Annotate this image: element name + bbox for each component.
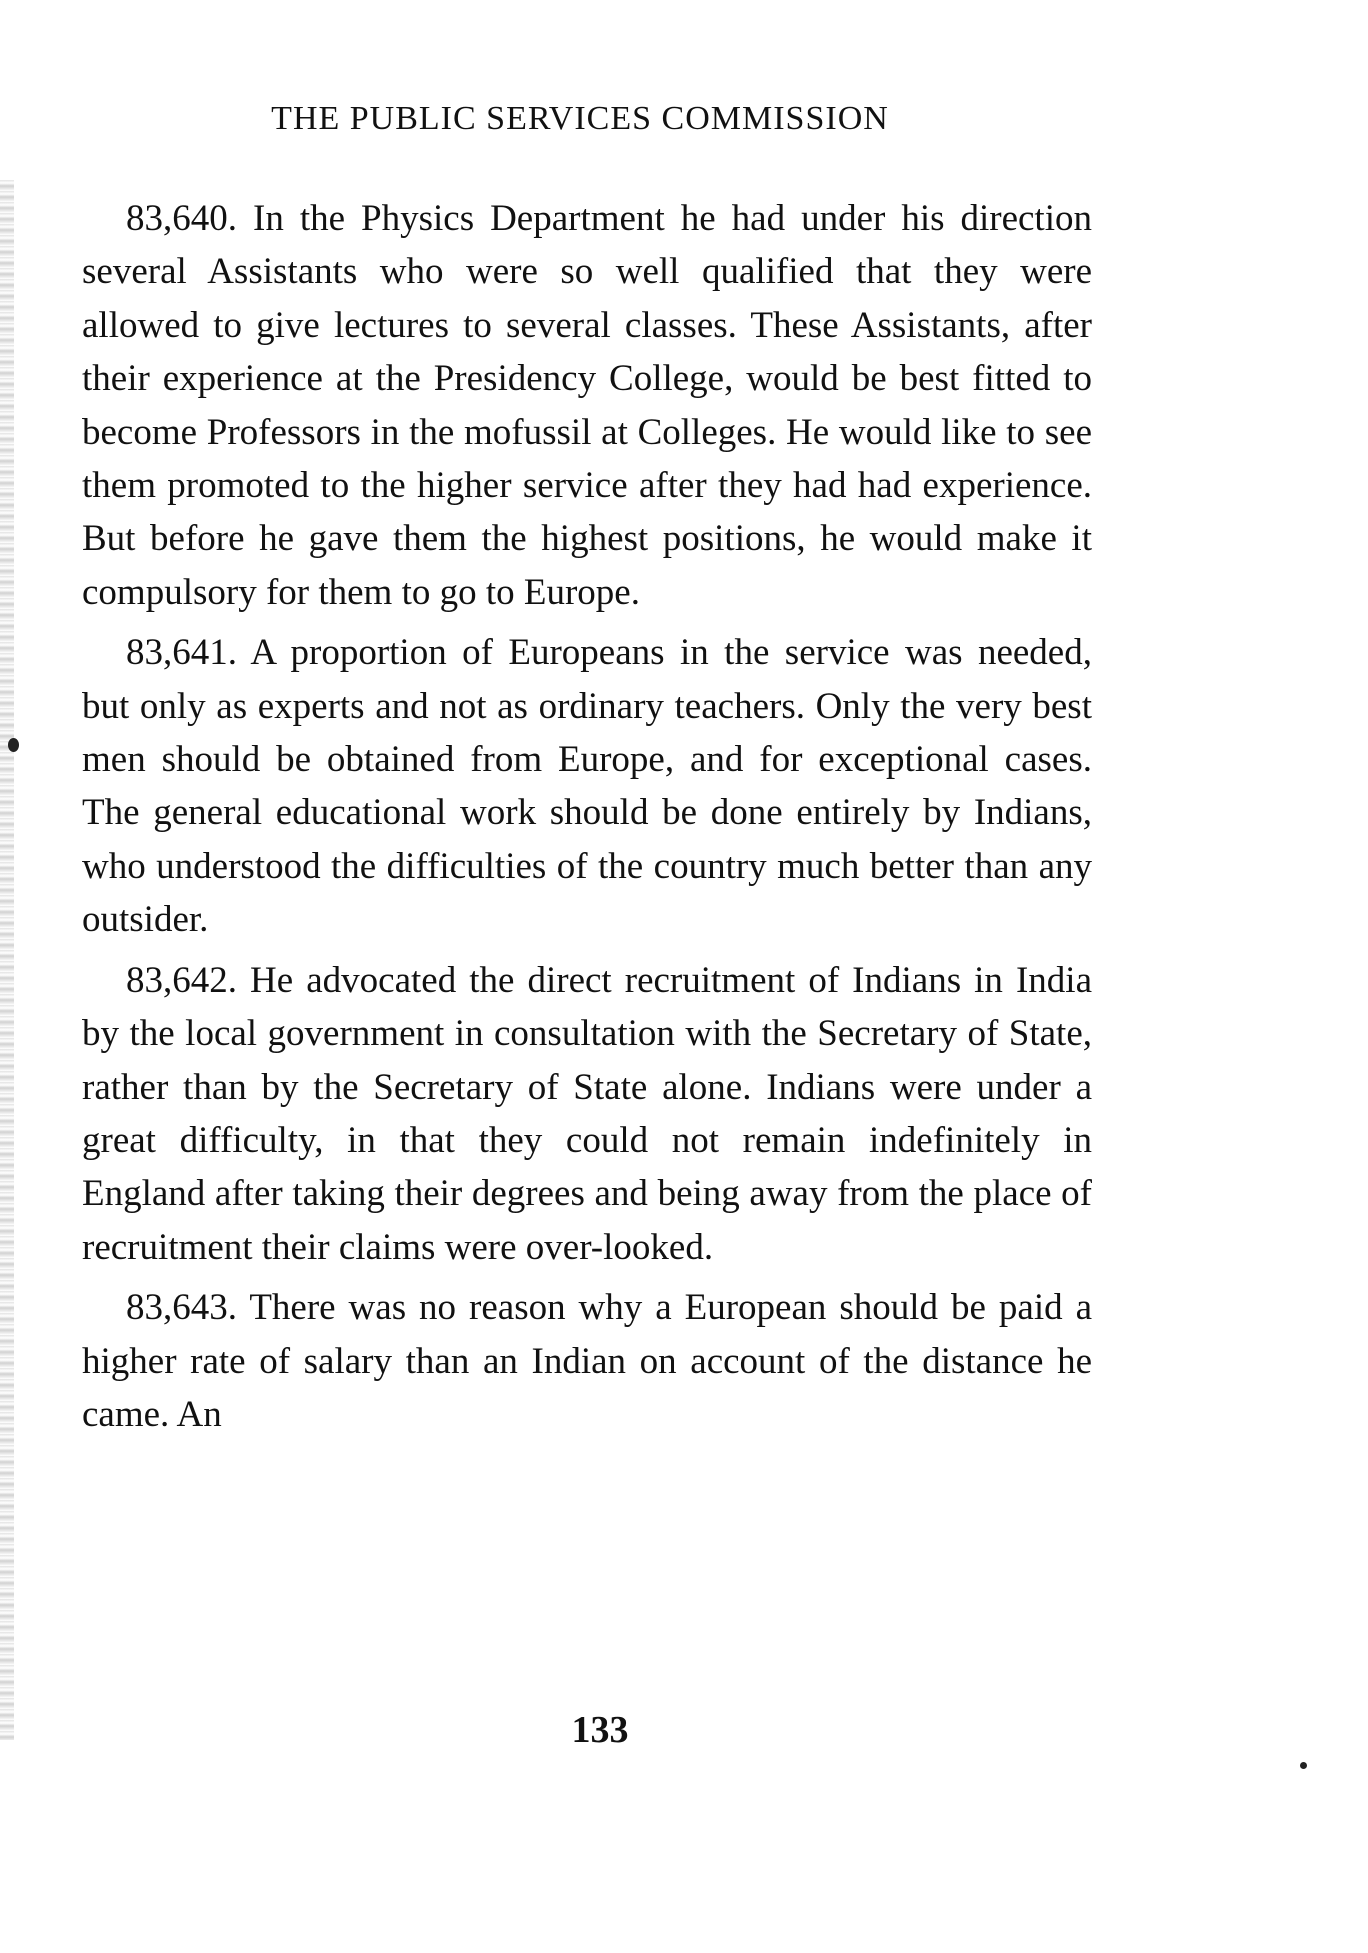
paragraph-text: He advocated the direct recruitment of Indians in India by the local government in consultation with the Secretary of State, rather than by the Secretary of State alone. Indians were under a great difficulty, in that they could not remain indefinitely in England after taking their degrees and being away from the place of recruitment their claims were over-looked. [82,959,1092,1268]
page-number: 133 [571,1709,629,1751]
paragraph-text: In the Physics Department he had under his direction several Assistants who were so well qualified that they were allowed to give lectures to several classes. These Assistants, after their experience at the Presidency College, would be best fitted to become Professors in the mofussil at Colleges. He would like to see them promoted to the higher service after they had had experience. But before he gave them the highest positions, he would make it compulsory for them to go to Europe. [82,198,1092,613]
body-text [82,192,1092,1448]
paragraph-83640 [82,192,1092,619]
running-header: THE PUBLIC SERVICES COMMISSION [271,100,889,137]
paragraph-text: A proportion of Europeans in the service was needed, but only as experts and not as ordinary teachers. Only the very best men should be obtained from Europe, and for exceptional cases. The general educational work should be done entirely by Indians, who understood the difficulties of the country much better than any outsider. [82,632,1092,941]
binding-edge-shadow [0,180,14,1740]
paragraph-83641 [82,626,1092,946]
ink-speck-mark [1300,1762,1307,1769]
paragraph-number: 83,640. [126,198,237,239]
paragraph-number: 83,643. [126,1287,237,1329]
paragraph-83642 [82,954,1092,1274]
paragraph-number: 83,642. [126,959,237,1001]
paragraph-text: There was no reason why a European should be paid a higher rate of salary than an Indian on account of the distance he came. An [82,1287,1092,1435]
ink-speck-mark [8,738,19,752]
paragraph-83643 [82,1281,1092,1441]
paragraph-number: 83,641. [126,632,237,674]
